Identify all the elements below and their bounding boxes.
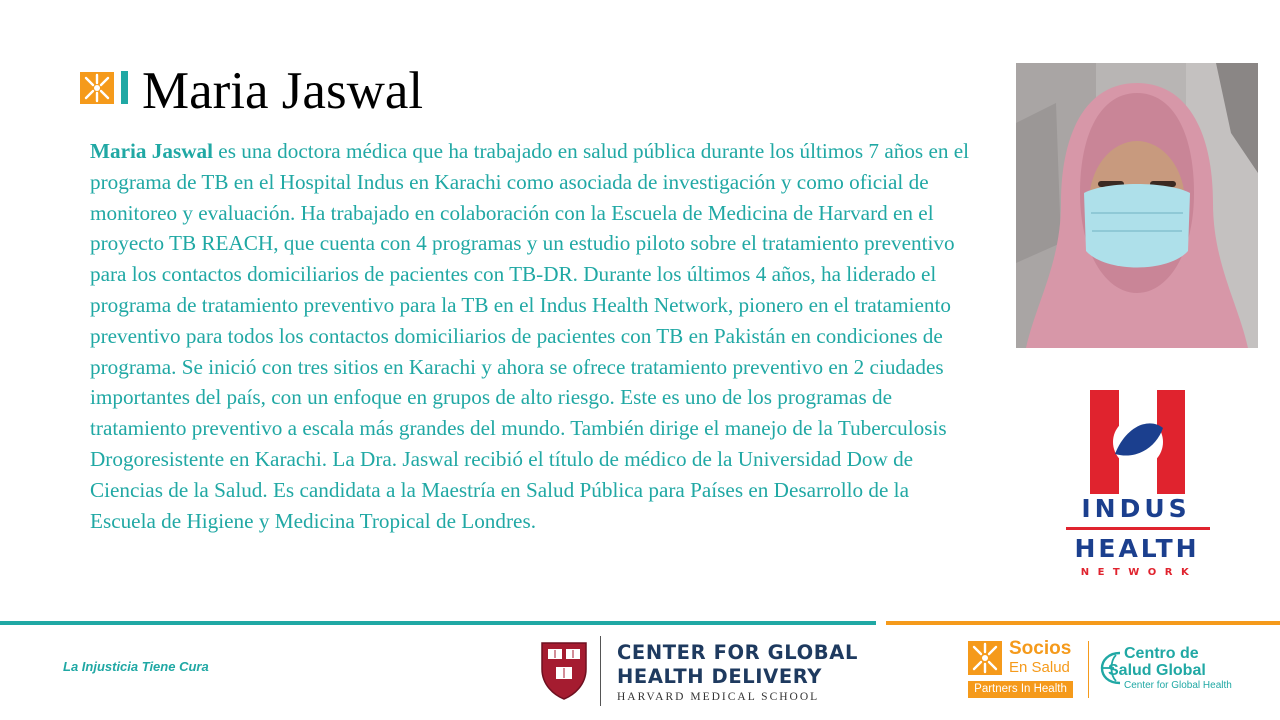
indus-wordmark-network: NETWORK (1080, 567, 1198, 578)
ses-line2: En Salud (1009, 659, 1070, 676)
bio-name: Maria Jaswal (90, 139, 213, 163)
indus-divider (1066, 527, 1210, 530)
footer-rule-orange (886, 621, 1280, 625)
footer-rule-teal (0, 621, 876, 625)
csg-line1: Centro de (1124, 645, 1199, 662)
csg-line3: Center for Global Health (1124, 680, 1232, 691)
footer-divider-orange (1088, 641, 1089, 698)
pih-sunburst-icon (80, 72, 114, 104)
bio-paragraph (90, 136, 970, 536)
footer-divider (600, 636, 601, 706)
page-title: Maria Jaswal (142, 62, 424, 120)
title-accent-bar (121, 71, 128, 104)
cghd-line2: HEALTH DELIVERY (617, 665, 823, 688)
csg-line2: Salud Global (1108, 662, 1206, 679)
pih-badge: Partners In Health (968, 681, 1073, 698)
ses-sunburst-icon (968, 641, 1002, 675)
photo-portrait (1016, 63, 1258, 348)
indus-wordmark-health: HEALTH (1074, 534, 1200, 563)
cghd-line1: CENTER FOR GLOBAL (617, 641, 858, 664)
footer-tagline: La Injusticia Tiene Cura (63, 659, 209, 674)
indus-wordmark-indus: INDUS (1081, 494, 1191, 523)
harvard-shield-icon (540, 641, 588, 700)
ses-line1: Socios (1009, 638, 1072, 659)
bio-text: es una doctora médica que ha trabajado en salud pública durante los últimos 7 años en el programa de TB en el Hospital Indus en Karachi como asociada de investigación y como oficial de monitoreo y evaluación. Ha trabajado en colaboración con la Escuela de Medicina de Harvard en el proyecto TB REACH, que cuenta con 4 programas y un estudio piloto sobre el tratamiento preventivo para los contactos domiciliarios de pacientes con TB-DR. Durante los últimos 4 años, ha liderado el programa de tratamiento preventivo para la TB en el Indus Health Network, pionero en el tratamiento preventivo para todos los contactos domiciliarios de pacientes con TB en Pakistán en condiciones de programa. Se inició con tres sitios en Karachi y ahora se ofrece tratamiento preventivo en 2 ciudades importantes del país, con un enfoque en grupos de alto riesgo. Este es uno de los programas de tratamiento preventivo a escala más grandes del mundo. También dirige el manejo de la Tuberculosis Drogoresistente en Karachi. La Dra. Jaswal recibió el título de médico de la Universidad Dow de Ciencias de la Salud. Es candidata a la Maestría en Salud Pública para Países en Desarrollo de la Escuela de Higiene y Medicina Tropical de Londres. (90, 139, 970, 533)
harvard-medical-school: HARVARD MEDICAL SCHOOL (617, 691, 820, 703)
